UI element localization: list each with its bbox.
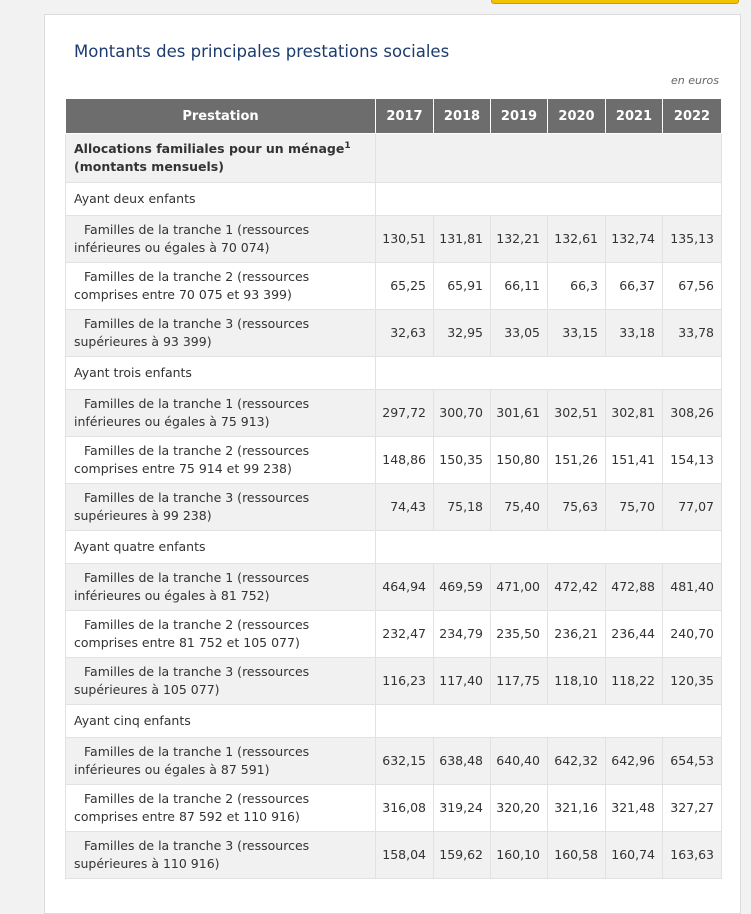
value-cell: 132,61: [548, 216, 606, 263]
table-row: [66, 216, 722, 263]
group-empty-cell: [376, 531, 722, 564]
value-cell: 117,40: [434, 658, 491, 705]
value-cell: 302,51: [548, 390, 606, 437]
column-header: 2017: [376, 99, 434, 134]
value-cell: 32,95: [434, 310, 491, 357]
value-cell: 632,15: [376, 738, 434, 785]
row-label: Familles de la tranche 1 (ressources inférieures ou égales à 87 591): [66, 738, 376, 785]
value-cell: 302,81: [606, 390, 663, 437]
value-cell: 66,3: [548, 263, 606, 310]
column-header: 2018: [434, 99, 491, 134]
value-cell: 163,63: [663, 832, 722, 879]
value-cell: 33,05: [491, 310, 548, 357]
value-cell: 464,94: [376, 564, 434, 611]
benefits-table: [65, 98, 722, 879]
row-label: Familles de la tranche 3 (ressources supérieures à 93 399): [66, 310, 376, 357]
value-cell: 471,00: [491, 564, 548, 611]
value-cell: 148,86: [376, 437, 434, 484]
value-cell: 74,43: [376, 484, 434, 531]
row-label: Familles de la tranche 3 (ressources supérieures à 105 077): [66, 658, 376, 705]
value-cell: 131,81: [434, 216, 491, 263]
value-cell: 321,16: [548, 785, 606, 832]
value-cell: 32,63: [376, 310, 434, 357]
row-label: Familles de la tranche 3 (ressources supérieures à 99 238): [66, 484, 376, 531]
group-empty-cell: [376, 705, 722, 738]
value-cell: 66,11: [491, 263, 548, 310]
value-cell: 158,04: [376, 832, 434, 879]
column-header: 2021: [606, 99, 663, 134]
row-label: Familles de la tranche 1 (ressources inférieures ou égales à 81 752): [66, 564, 376, 611]
value-cell: 77,07: [663, 484, 722, 531]
column-header: Prestation: [66, 99, 376, 134]
content-card: [44, 14, 741, 914]
value-cell: 472,42: [548, 564, 606, 611]
group-row: [66, 357, 722, 390]
value-cell: 75,40: [491, 484, 548, 531]
value-cell: 150,80: [491, 437, 548, 484]
value-cell: 65,91: [434, 263, 491, 310]
footnote-marker: 1: [344, 140, 351, 151]
value-cell: 301,61: [491, 390, 548, 437]
row-label: Familles de la tranche 1 (ressources inférieures ou égales à 75 913): [66, 390, 376, 437]
value-cell: 130,51: [376, 216, 434, 263]
value-cell: 320,20: [491, 785, 548, 832]
value-cell: 132,74: [606, 216, 663, 263]
value-cell: 308,26: [663, 390, 722, 437]
value-cell: 236,44: [606, 611, 663, 658]
value-cell: 321,48: [606, 785, 663, 832]
section-empty-cell: [376, 134, 722, 183]
table-row: [66, 390, 722, 437]
table-row: [66, 263, 722, 310]
units-note: en euros: [671, 74, 719, 87]
value-cell: 642,96: [606, 738, 663, 785]
value-cell: 151,41: [606, 437, 663, 484]
row-label: Familles de la tranche 1 (ressources inférieures ou égales à 70 074): [66, 216, 376, 263]
value-cell: 118,22: [606, 658, 663, 705]
row-label: Familles de la tranche 2 (ressources comprises entre 75 914 et 99 238): [66, 437, 376, 484]
table-header-row: [66, 99, 722, 134]
top-action-button[interactable]: [491, 0, 739, 4]
table-row: [66, 785, 722, 832]
value-cell: 160,74: [606, 832, 663, 879]
column-header: 2019: [491, 99, 548, 134]
table-row: [66, 611, 722, 658]
group-row: [66, 183, 722, 216]
value-cell: 135,13: [663, 216, 722, 263]
value-cell: 300,70: [434, 390, 491, 437]
value-cell: 150,35: [434, 437, 491, 484]
group-row: [66, 531, 722, 564]
value-cell: 117,75: [491, 658, 548, 705]
value-cell: 234,79: [434, 611, 491, 658]
value-cell: 66,37: [606, 263, 663, 310]
value-cell: 240,70: [663, 611, 722, 658]
table-row: [66, 658, 722, 705]
table-row: [66, 484, 722, 531]
value-cell: 151,26: [548, 437, 606, 484]
value-cell: 235,50: [491, 611, 548, 658]
table-row: [66, 832, 722, 879]
row-label: Familles de la tranche 3 (ressources supérieures à 110 916): [66, 832, 376, 879]
group-empty-cell: [376, 183, 722, 216]
value-cell: 160,58: [548, 832, 606, 879]
value-cell: 469,59: [434, 564, 491, 611]
value-cell: 120,35: [663, 658, 722, 705]
value-cell: 33,18: [606, 310, 663, 357]
column-header: 2022: [663, 99, 722, 134]
group-label: Ayant cinq enfants: [66, 705, 376, 738]
value-cell: 319,24: [434, 785, 491, 832]
value-cell: 232,47: [376, 611, 434, 658]
section-row: [66, 134, 722, 183]
value-cell: 75,18: [434, 484, 491, 531]
section-label: [66, 134, 376, 183]
value-cell: 67,56: [663, 263, 722, 310]
value-cell: 33,78: [663, 310, 722, 357]
section-label-line2: (montants mensuels): [74, 159, 224, 174]
value-cell: 75,63: [548, 484, 606, 531]
group-label: Ayant quatre enfants: [66, 531, 376, 564]
value-cell: 297,72: [376, 390, 434, 437]
value-cell: 160,10: [491, 832, 548, 879]
table-row: [66, 437, 722, 484]
value-cell: 33,15: [548, 310, 606, 357]
column-header: 2020: [548, 99, 606, 134]
value-cell: 118,10: [548, 658, 606, 705]
value-cell: 159,62: [434, 832, 491, 879]
row-label: Familles de la tranche 2 (ressources comprises entre 70 075 et 93 399): [66, 263, 376, 310]
group-label: Ayant trois enfants: [66, 357, 376, 390]
value-cell: 316,08: [376, 785, 434, 832]
value-cell: 132,21: [491, 216, 548, 263]
value-cell: 654,53: [663, 738, 722, 785]
value-cell: 642,32: [548, 738, 606, 785]
value-cell: 154,13: [663, 437, 722, 484]
value-cell: 638,48: [434, 738, 491, 785]
page-title: Montants des principales prestations sociales: [74, 42, 450, 61]
value-cell: 116,23: [376, 658, 434, 705]
row-label: Familles de la tranche 2 (ressources comprises entre 81 752 et 105 077): [66, 611, 376, 658]
group-empty-cell: [376, 357, 722, 390]
value-cell: 640,40: [491, 738, 548, 785]
section-label-line1: Allocations familiales pour un ménage: [74, 141, 345, 156]
table-row: [66, 564, 722, 611]
value-cell: 481,40: [663, 564, 722, 611]
table-row: [66, 310, 722, 357]
value-cell: 65,25: [376, 263, 434, 310]
value-cell: 327,27: [663, 785, 722, 832]
group-label: Ayant deux enfants: [66, 183, 376, 216]
value-cell: 472,88: [606, 564, 663, 611]
group-row: [66, 705, 722, 738]
row-label: Familles de la tranche 2 (ressources comprises entre 87 592 et 110 916): [66, 785, 376, 832]
value-cell: 75,70: [606, 484, 663, 531]
value-cell: 236,21: [548, 611, 606, 658]
table-row: [66, 738, 722, 785]
